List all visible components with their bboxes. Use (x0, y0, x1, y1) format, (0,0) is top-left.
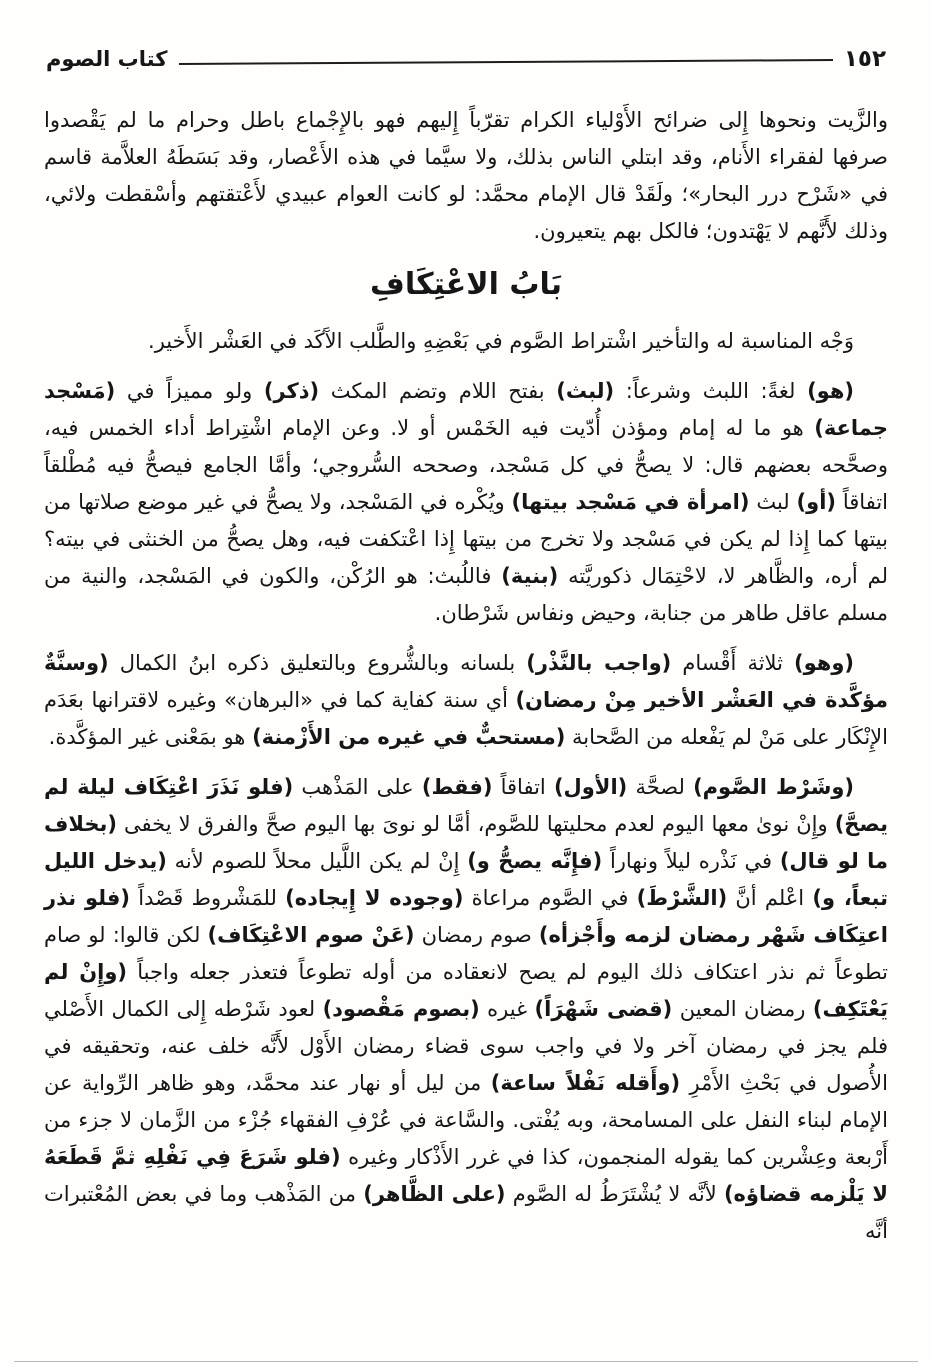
matn-bold-text: (مَسْجد جماعة) (44, 379, 888, 440)
matn-bold-text: (الأول) (553, 775, 628, 799)
sharh-text: ولو مميزاً في (115, 379, 264, 403)
sharh-text: ويُكْره في المَسْجد، ولا يصحُّ في غير موضع صلاتها من بيتها كما إِذا لم يكن في مَسْجد ولا تخرج من بيتها إِذا اعْتكفت فيه، وهل يصحُّ من الخنثى في بيته؟ لم أره، والظَّاهر لا، لاحْتِمَال ذكوريَّته (44, 490, 889, 588)
sharh-text: ثلاثة أَقْسام (671, 651, 795, 675)
matn-bold-text: (فإِنَّه يصحُّ و) (467, 849, 603, 873)
page-body (44, 102, 888, 1250)
paragraph (44, 102, 888, 250)
sharh-text: بفتح اللام وتضم المكث (319, 379, 557, 403)
matn-bold-text: (وإِنْ لم يَعْتَكِف) (44, 960, 888, 1021)
sharh-text: أي سنة كفاية كما في «البرهان» وغيره لاقترانها بعَدَم الإِنْكَار على مَنْ لم يَفْعله من الصَّحابة (44, 688, 888, 749)
sharh-text: فاللُبث: هو الرُكْن، والكون في المَسْجد، والنية من مسلم عاقل طاهر من جنابة، وحيض ونفاس شَرْطان. (44, 564, 888, 625)
matn-bold-text: (وأَقله نَفْلاً ساعة) (490, 1071, 681, 1095)
matn-bold-text: (وسنَّةٌ مؤكَّدة في العَشْر الأخير مِنْ رمضان) (44, 651, 888, 712)
sharh-text: غيره (479, 997, 535, 1021)
matn-bold-text: (مستحبٌّ في غيره من الأَزْمنة) (252, 725, 566, 749)
page-number: ١٥٢ (843, 46, 886, 72)
paragraph (44, 323, 888, 360)
paragraph (44, 373, 888, 632)
sharh-text: هو بمَعْنى غير المؤكَّدة. (48, 725, 253, 749)
matn-bold-text: (الشَّرْطَ) (636, 886, 728, 910)
sharh-text: من ليل أو نهار عند محمَّد، وهو ظاهر الرِّواية عن الإمام لبناء النفل على المسامحة، وبه يُفْتى. والسَّاعة في عُرْفِ الفقهاء جُزْء من الزَّمان لا جزء من أَرْبعة وعِشْرين كما يقوله المنجمون، كذا في غرر الأَذْكار وغيره (44, 1071, 889, 1169)
matn-bold-text: (بخلاف ما لو قال) (44, 812, 888, 873)
sharh-text: على المَذْهب (293, 775, 422, 799)
matn-bold-text: (هو) (807, 379, 854, 403)
chapter-section (44, 323, 888, 1250)
sharh-text: في الصَّوم مراعاة (463, 886, 637, 910)
sharh-text: لبث (749, 490, 797, 514)
running-title: كتاب الصوم (46, 47, 168, 71)
sharh-text: في نَذْره ليلاً ونهاراً (602, 849, 780, 873)
intro-section (44, 102, 888, 250)
matn-bold-text: (امرأة في مَسْجد بيتها) (511, 490, 750, 514)
matn-bold-text: (وشَرْط الصَّوم) (693, 775, 854, 799)
scan-edge (14, 1361, 918, 1362)
sharh-text: لغةً: اللبث وشرعاً: (614, 379, 808, 403)
sharh-text: للمَشْروط قَصْداً (130, 886, 286, 910)
sharh-text: اتفاقاً (492, 775, 554, 799)
matn-bold-text: (على الظَّاهر) (363, 1182, 506, 1206)
matn-bold-text: (فلو شَرَعَ فِي نَفْلِهِ ثمَّ قَطَعَهُ لا يَلْزمه قضاؤه) (44, 1145, 888, 1206)
sharh-text: رمضان المعين (672, 997, 813, 1021)
sharh-text: لعود شَرْطه إِلى الكمال الأَصْلي فلم يجز في رمضان آخر ولا في واجب سوى قضاء رمضان الأَوْل لأَنَّه خلف عنه، وتحقيقه في الأُصول في بَحْثِ الأَمْرِ (44, 997, 888, 1095)
sharh-text: إِنْ لم يكن اللَّيل محلاً للصوم لأنه (166, 849, 468, 873)
page-header (46, 46, 886, 72)
matn-bold-text: (بنية) (501, 564, 559, 588)
sharh-text: صوم رمضان (414, 923, 539, 947)
chapter-heading: بَابُ الاعْتِكَافِ (369, 267, 563, 302)
matn-bold-text: (فقط) (421, 775, 493, 799)
sharh-text: والزَّيت ونحوها إِلى ضرائح الأَوْلياء الكرام تقرّباً إِليهم فهو بالإِجْماع باطل وحرام ما لم يَقْصدوا صرفها لفقراء الأَنام، وقد ابتلي الناس بذلك، ولا سيَّما في هذه الأَعْصار، وقد بَسَطَهُ العلاَّمة قاسم في «شَرْح درر البحار»؛ ولَقَدْ قال الإمام محمَّد: لو كانت العوام عبيدي لأَعْتقتهم وأسْقطت ولائي، وذلك لأَنَّهم لا يَهْتدون؛ فالكل بهم يتعيرون. (44, 108, 888, 243)
sharh-text: بلسانه وبالشُّروع وبالتعليق ذكره ابنُ الكمال (108, 651, 527, 675)
sharh-text: لصحَّة (627, 775, 694, 799)
matn-bold-text: (واجب بالنَّذْر) (526, 651, 672, 675)
matn-bold-text: (بصوم مَقْصود) (322, 997, 480, 1021)
matn-bold-text: (فلو نَذَرَ اعْتِكَاف ليلة لم يصحَّ) (44, 775, 888, 836)
sharh-text: لكن قالوا: لو صام تطوعاً ثم نذر اعتكاف ذلك اليوم لم يصح لانعقاده من أوله تطوعاً فتعذر جعله واجباً (44, 923, 889, 984)
sharh-text: من المَذْهب وما في بعض المُعْتبرات أنَّه (44, 1182, 888, 1243)
paragraph (44, 769, 888, 1250)
sharh-text: لأنَّه لا يُشْتَرَطُ له الصَّوم (505, 1182, 724, 1206)
sharh-text: هو ما له إمام ومؤذن أُدّيت فيه الخَمْس أو لا. وعن الإمام اشْتِراط أداء الخمس فيه، وصحَّحه بعضهم قال: لا يصحُّ في كل مَسْجد، وصححه السُّروجي؛ وأمَّا الجامع فيصحُّ فيه مُطْلقاً اتفاقاً (44, 416, 888, 514)
matn-bold-text: (يدخل الليل تبعاً، و) (44, 849, 889, 910)
sharh-text: وَجْه المناسبة له والتأخير اشْتراط الصَّوم في بَعْضِهِ والطَّلب الآَكَد في العَشْر الأَخير. (148, 329, 854, 353)
sharh-text: اعْلم أنَّ (727, 886, 813, 910)
matn-bold-text: (أو) (796, 490, 836, 514)
matn-bold-text: (لبث) (556, 379, 615, 403)
sharh-text: وإِنْ نوىٰ معها اليوم لعدم محليتها للصَّوم، أمَّا لو نوىَ بها اليوم صحَّ والفرق لا يخفى (116, 812, 835, 836)
matn-bold-text: (وهو) (794, 651, 854, 675)
header-rule (179, 59, 833, 65)
matn-bold-text: (قضى شَهْرَاً) (534, 997, 673, 1021)
matn-bold-text: (فلو نذر اعتِكَاف شَهْر رمضان لزمه وأَجْزأه) (44, 886, 888, 947)
paragraph (44, 645, 888, 756)
matn-bold-text: (ذكر) (263, 379, 320, 403)
matn-bold-text: (عَنْ صوم الاعْتِكَاف) (207, 923, 415, 947)
matn-bold-text: (وجوده لا إِيجاده) (285, 886, 464, 910)
